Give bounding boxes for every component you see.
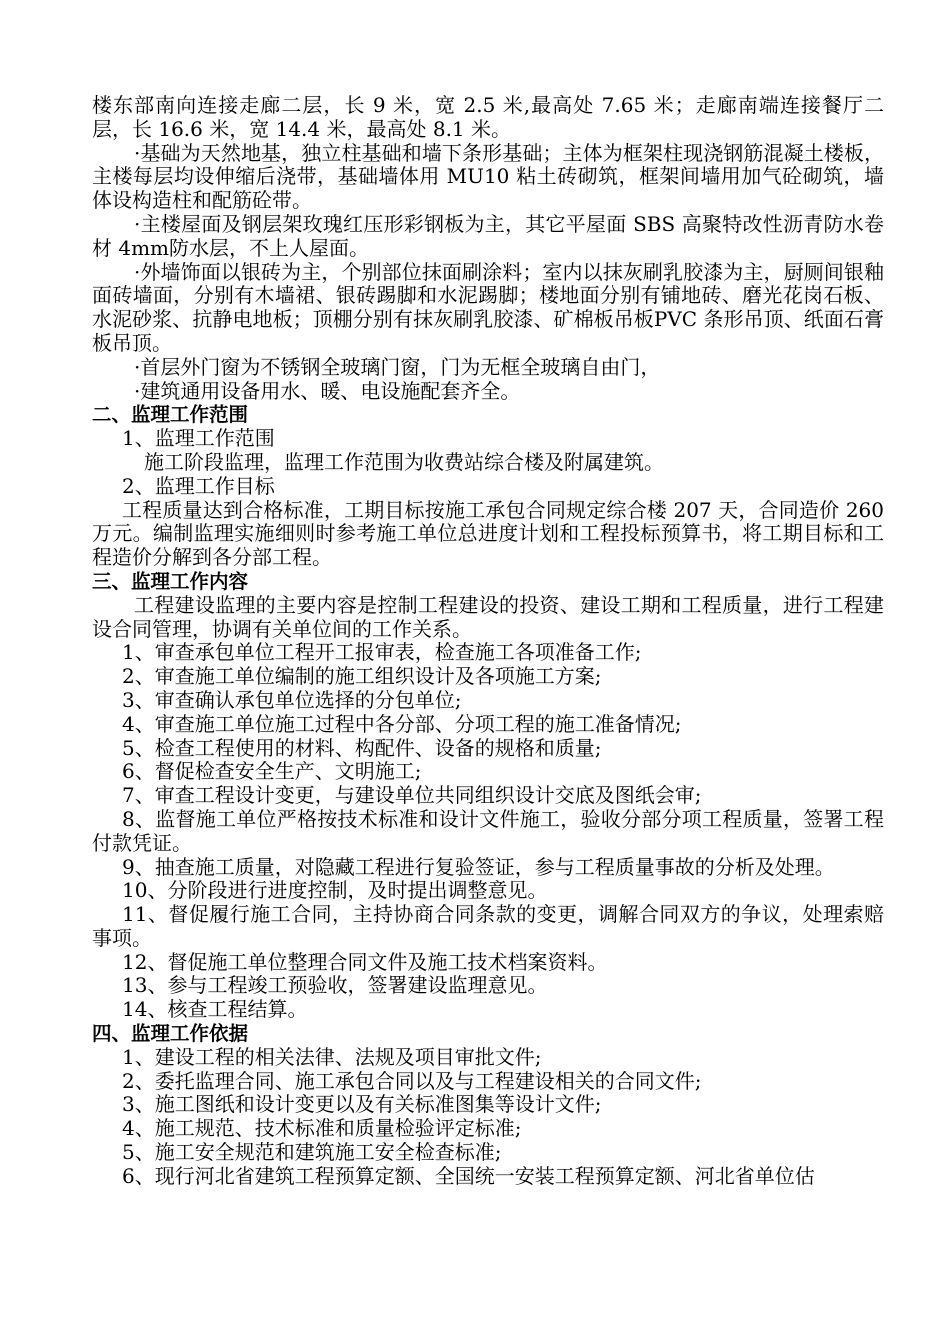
section-4-item: 3、施工图纸和设计变更以及有关标准图集等设计文件; [122,1092,602,1117]
section-2-sub1-title: 1、监理工作范围 [122,426,275,451]
section-3-item: 5、检查工程使用的材料、构配件、设备的规格和质量; [122,735,602,760]
section-3-item: 1、审查承包单位工程开工报审表，检查施工各项准备工作; [122,640,642,665]
section-3-item: 12、督促施工单位整理合同文件及施工技术档案资料。 [122,949,608,974]
intro-paragraph-5: ·首层外门窗为不锈钢全玻璃门窗，门为无框全玻璃自由门， [134,354,661,379]
section-3-item: 13、参与工程竣工预验收，签署建设监理意见。 [122,973,548,998]
section-3-intro: 工程建设监理的主要内容是控制工程建设的投资、建设工期和工程质量，进行工程建设合同管理，协调有关单位间的工作关系。 [92,592,884,641]
intro-paragraph-4: ·外墙饰面以银砖为主，个别部位抹面刷涂料；室内以抹灰刷乳胶漆为主，厨厕间银釉面砖墙面，分别有木墙裙、银砖踢脚和水泥踢脚；楼地面分别有铺地砖、磨光花岗石板、水泥砂浆、抗静电地板；顶棚分别有抹灰刷乳胶漆、矿棉板吊板PVC 条形吊顶、纸面石膏板吊顶。 [92,259,884,355]
section-3-item: 7、审查工程设计变更，与建设单位共同组织设计交底及图纸会审; [122,783,702,808]
section-4-item: 2、委托监理合同、施工承包合同以及与工程建设相关的合同文件; [122,1068,702,1093]
section-2-sub1-text: 施工阶段监理，监理工作范围为收费站综合楼及附属建筑。 [144,449,664,474]
section-2-sub2-title: 2、监理工作目标 [122,473,275,498]
intro-paragraph-1: 楼东部南向连接走廊二层，长 9 米，宽 2.5 米,最高处 7.65 米；走廊南端连接餐厅二层，长 16.6 米，宽 14.4 米，最高处 8.1 米。 [92,93,884,141]
section-4-heading: 四、监理工作依据 [92,1022,249,1046]
section-4-item: 5、施工安全规范和建筑施工安全检查标准; [122,1140,502,1165]
section-4-item: 4、施工规范、技术标准和质量检验评定标准; [122,1116,522,1141]
section-3-item: 4、审查施工单位施工过程中各分部、分项工程的施工准备情况; [122,711,682,736]
section-3-item: 11、督促履行施工合同，主持协商合同条款的变更，调解合同双方的争议，处理索赔事项。 [92,902,884,950]
section-3-item: 6、督促检查安全生产、文明施工; [122,759,422,784]
section-3-heading: 三、监理工作内容 [92,569,249,593]
document-page [92,94,884,1189]
section-3-item: 2、审查施工单位编制的施工组织设计及各项施工方案; [122,664,602,689]
section-4-item: 6、现行河北省建筑工程预算定额、全国统一安装工程预算定额、河北省单位估 [122,1163,815,1188]
section-3-item: 10、分阶段进行进度控制，及时提出调整意见。 [122,878,548,903]
section-4-item: 1、建设工程的相关法律、法规及项目审批文件; [122,1044,542,1069]
section-3-item: 9、抽查施工质量，对隐藏工程进行复验签证，参与工程质量事故的分析及处理。 [122,854,835,879]
section-3-item: 3、审查确认承包单位选择的分包单位; [122,687,462,712]
intro-paragraph-3: ·主楼屋面及钢层架玫瑰红压形彩钢板为主，其它平屋面 SBS 高聚特改性沥青防水卷材 4mm防水层，不上人屋面。 [92,211,884,260]
section-3-item: 8、监督施工单位严格按技术标准和设计文件施工，验收分部分项工程质量，签署工程付款凭证。 [92,806,884,855]
intro-paragraph-6: ·建筑通用设备用水、暖、电设施配套齐全。 [134,378,521,403]
intro-paragraph-2: ·基础为天然地基，独立柱基础和墙下条形基础；主体为框架柱现浇钢筋混凝土楼板，主楼每层均设伸缩后浇带，基础墙体用 MU10 粘土砖砌筑，框架间墙用加气砼砌筑，墙体设构造柱和配筋砼带。 [92,140,884,213]
section-2-sub2-text: 工程质量达到合格标准，工期目标按施工承包合同规定综合楼 207 天，合同造价 260 万元。编制监理实施细则时参考施工单位总进度计划和工程投标预算书，将工期目标和工程造价分解到各分部工程。 [92,497,884,570]
section-2-heading: 二、监理工作范围 [92,403,249,427]
section-3-item: 14、核查工程结算。 [122,997,308,1022]
